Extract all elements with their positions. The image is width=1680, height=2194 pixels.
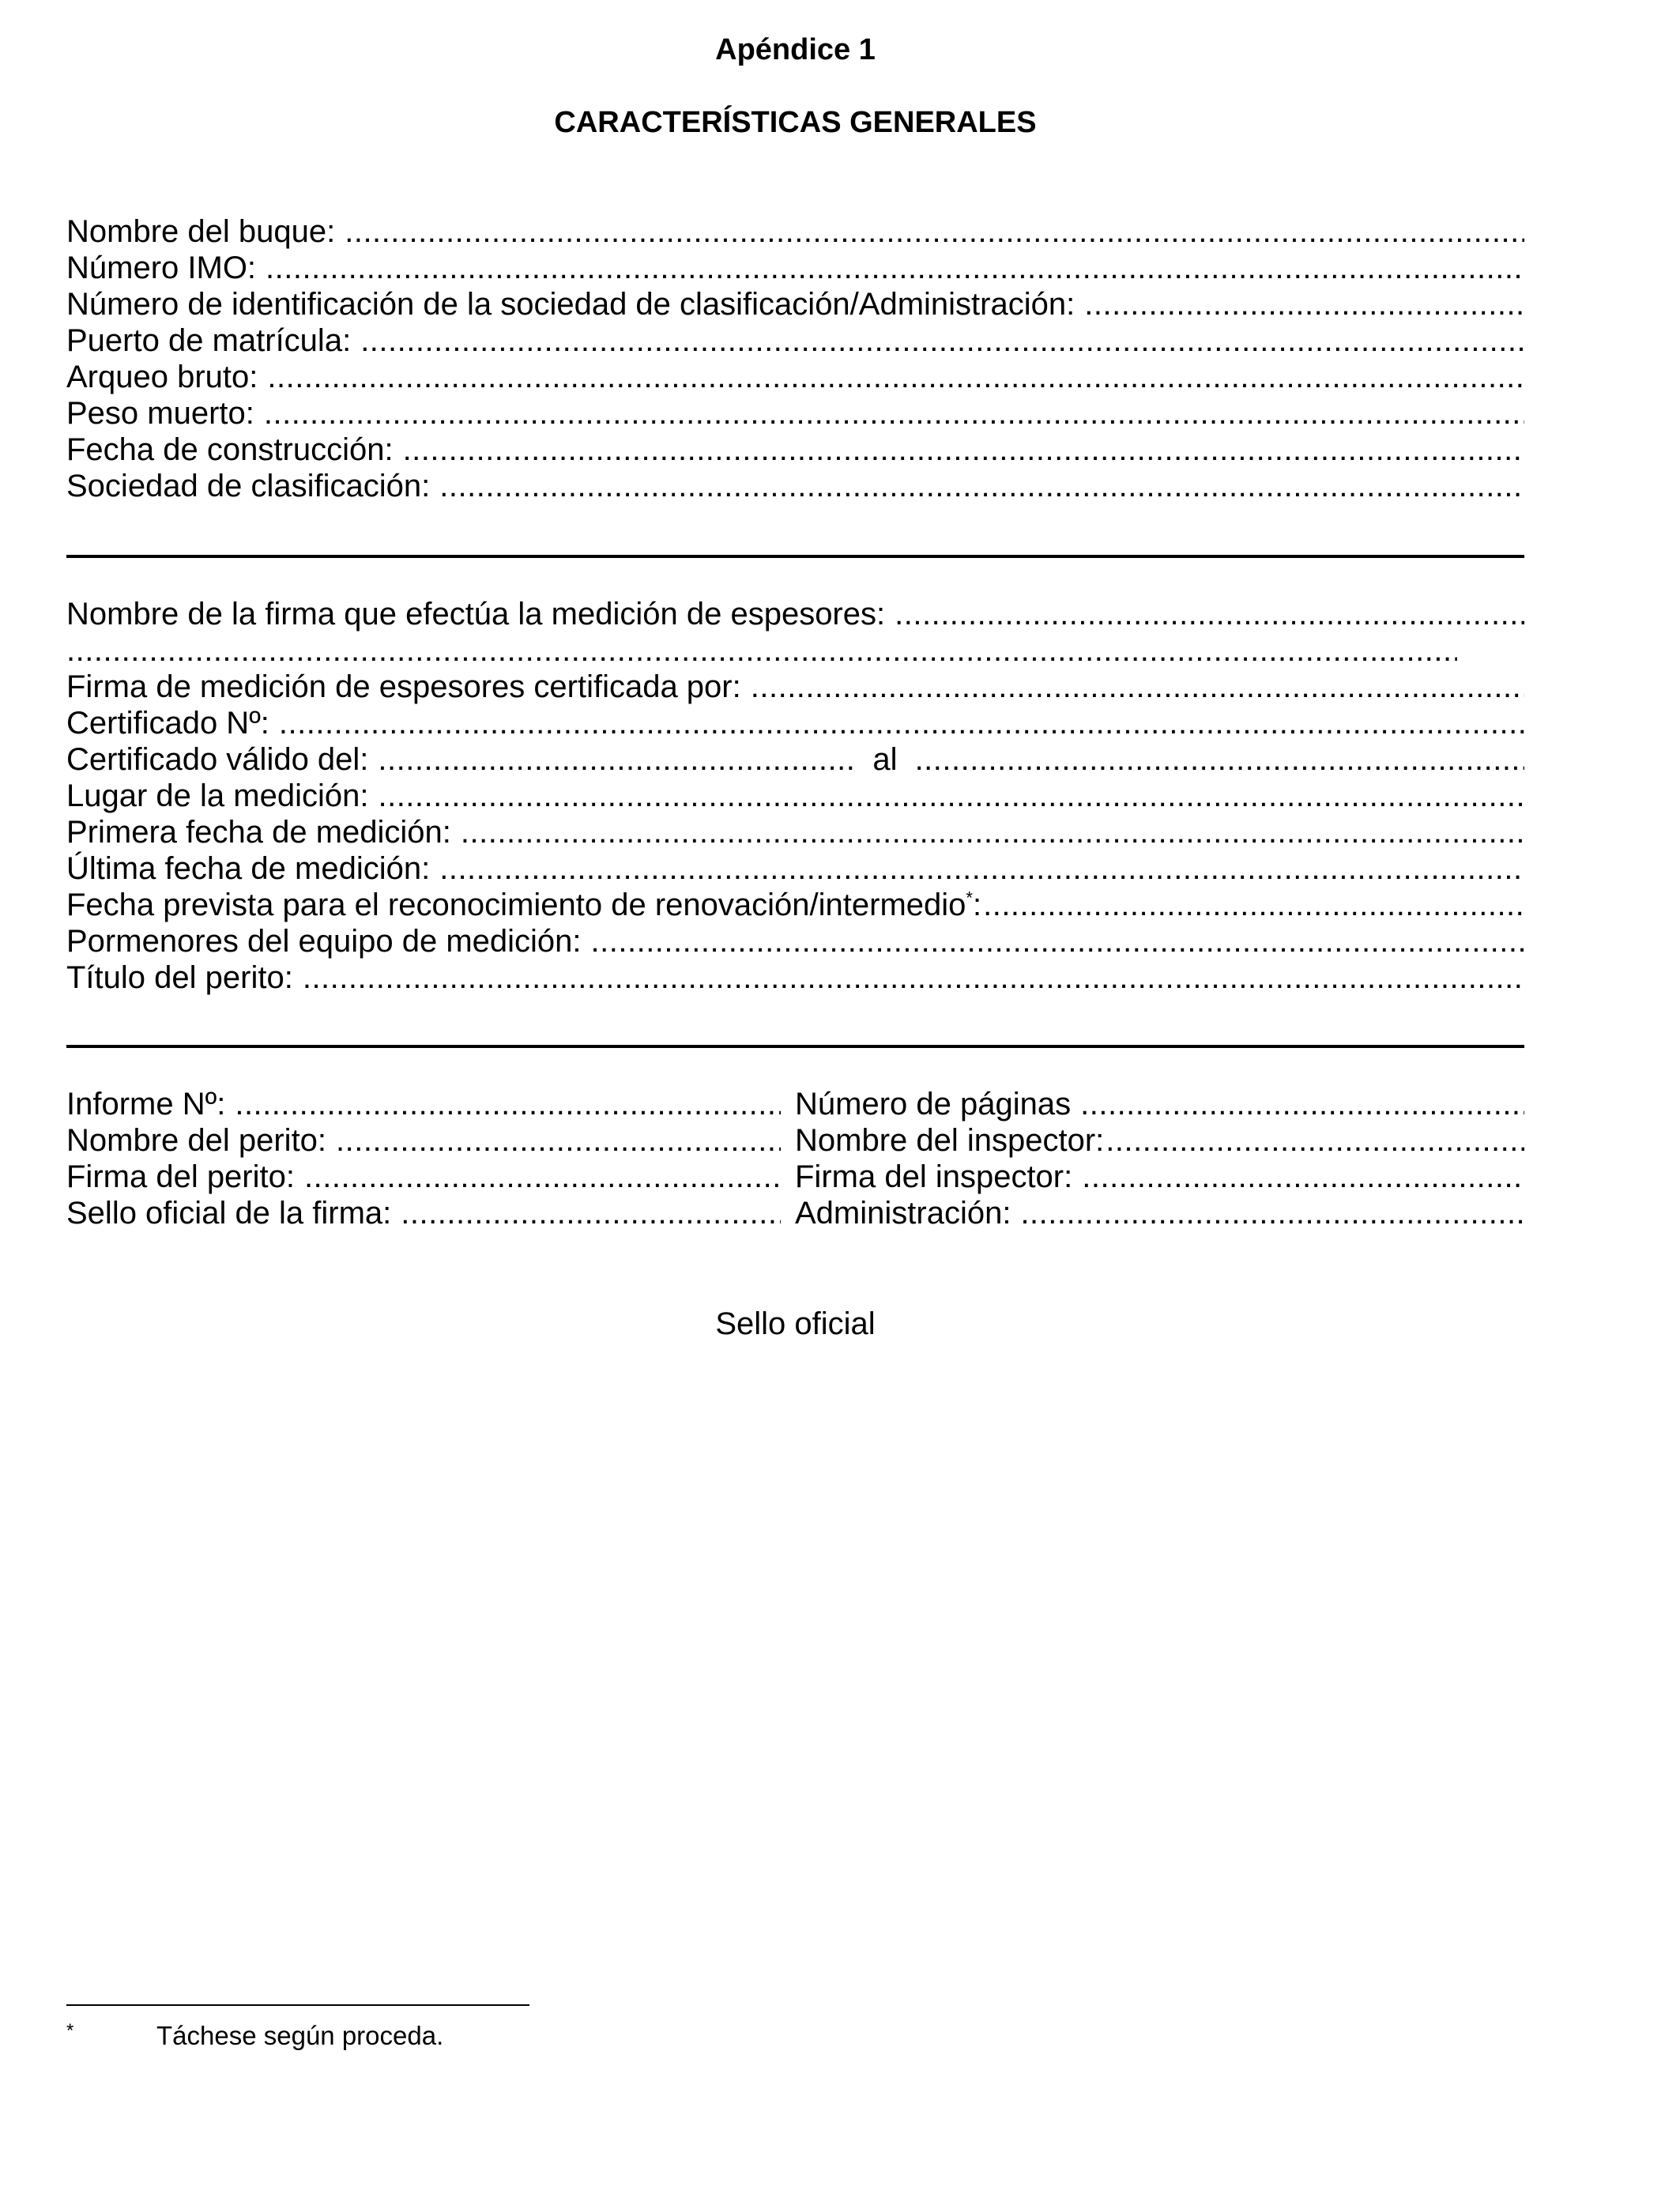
administration-label: Administración:: [795, 1196, 1011, 1231]
page-count-blank[interactable]: [1080, 1086, 1524, 1122]
certificate-number-blank[interactable]: [279, 705, 1524, 741]
footnote-reference-mark: *: [966, 888, 973, 908]
official-seal-caption: Sello oficial: [715, 1306, 876, 1341]
footnote-text: Táchese según proceda.: [156, 2021, 444, 2050]
inspector-signature-blank[interactable]: [1082, 1159, 1524, 1195]
firm-seal-field[interactable]: [66, 1195, 781, 1231]
certificate-valid-label: Certificado válido del:: [66, 742, 369, 777]
equipment-blank[interactable]: [591, 923, 1524, 959]
certificate-valid-to-label: al: [872, 742, 898, 777]
footnote-divider: [66, 2004, 529, 2006]
report-number-field[interactable]: [66, 1086, 781, 1122]
surveyor-signature-blank[interactable]: [304, 1159, 781, 1195]
inspector-signature-field[interactable]: [781, 1159, 1524, 1195]
footnote-mark: *: [66, 2020, 74, 2041]
section-divider: [66, 555, 1524, 558]
report-row: [66, 1086, 1524, 1122]
surveyor-name-blank[interactable]: [336, 1122, 781, 1159]
measurement-section: [66, 596, 1524, 996]
form-title: CARACTERÍSTICAS GENERALES: [554, 106, 1037, 139]
administration-field[interactable]: [781, 1195, 1524, 1231]
port-of-registry-label: Puerto de matrícula:: [66, 323, 352, 358]
imo-number-field[interactable]: [66, 250, 1524, 286]
firm-seal-label: Sello oficial de la firma:: [66, 1196, 392, 1231]
inspector-name-blank[interactable]: [1106, 1122, 1524, 1159]
survey-date-label-text: Fecha prevista para el reconocimiento de renovación/intermedio: [66, 888, 966, 922]
deadweight-blank[interactable]: [264, 395, 1524, 432]
report-row: [66, 1159, 1524, 1195]
build-date-blank[interactable]: [403, 432, 1524, 468]
port-of-registry-blank[interactable]: [360, 322, 1524, 359]
page-count-field[interactable]: [781, 1086, 1524, 1122]
survey-date-colon: :: [972, 888, 982, 922]
inspector-name-label: Nombre del inspector:: [795, 1123, 1105, 1158]
first-date-blank[interactable]: [461, 814, 1524, 850]
firm-name-continuation[interactable]: [66, 632, 1524, 669]
firm-name-blank[interactable]: [895, 596, 1524, 632]
ship-particulars-section: [66, 213, 1524, 504]
inspector-name-field[interactable]: [781, 1122, 1524, 1159]
first-date-field[interactable]: [66, 814, 1524, 850]
surveyor-signature-field[interactable]: [66, 1159, 781, 1195]
equipment-field[interactable]: [66, 923, 1524, 959]
class-society-field[interactable]: [66, 468, 1524, 504]
certificate-number-label: Certificado Nº:: [66, 706, 269, 741]
surveyor-name-field[interactable]: [66, 1122, 781, 1159]
class-id-label: Número de identificación de la sociedad de clasificación/Administración:: [66, 287, 1075, 322]
certificate-number-field[interactable]: [66, 705, 1524, 741]
report-number-blank[interactable]: [235, 1086, 781, 1122]
equipment-label: Pormenores del equipo de medición:: [66, 924, 582, 959]
class-id-blank[interactable]: [1084, 286, 1524, 322]
first-date-label: Primera fecha de medición:: [66, 815, 451, 850]
appendix-heading: Apéndice 1: [715, 33, 876, 66]
surveyor-signature-label: Firma del perito:: [66, 1159, 295, 1194]
certified-by-label: Firma de medición de espesores certificada por:: [66, 669, 741, 704]
measurement-place-label: Lugar de la medición:: [66, 778, 369, 813]
certificate-valid-from-blank[interactable]: [378, 741, 855, 778]
class-society-blank[interactable]: [439, 468, 1524, 504]
survey-date-label: [66, 887, 983, 923]
last-date-label: Última fecha de medición:: [66, 851, 431, 886]
deadweight-field[interactable]: [66, 395, 1524, 432]
surveyor-name-label: Nombre del perito:: [66, 1123, 327, 1158]
imo-number-label: Número IMO:: [66, 251, 257, 285]
survey-date-blank[interactable]: [983, 887, 1524, 923]
port-of-registry-field[interactable]: [66, 322, 1524, 359]
ship-name-blank[interactable]: [345, 213, 1524, 250]
firm-name-field[interactable]: [66, 596, 1524, 632]
report-row: [66, 1195, 1524, 1231]
administration-blank[interactable]: [1020, 1195, 1524, 1231]
report-section: [66, 1086, 1524, 1231]
imo-number-blank[interactable]: [266, 250, 1524, 286]
qualification-field[interactable]: [66, 959, 1524, 996]
class-society-label: Sociedad de clasificación:: [66, 469, 431, 503]
build-date-field[interactable]: [66, 432, 1524, 468]
inspector-signature-label: Firma del inspector:: [795, 1159, 1073, 1194]
last-date-blank[interactable]: [439, 850, 1524, 887]
certified-by-field[interactable]: [66, 669, 1524, 705]
ship-name-label: Nombre del buque:: [66, 214, 336, 249]
gross-tonnage-label: Arqueo bruto:: [66, 360, 258, 394]
report-row: [66, 1122, 1524, 1159]
certificate-valid-to-blank[interactable]: [915, 741, 1524, 778]
report-number-label: Informe Nº:: [66, 1087, 226, 1122]
survey-date-field[interactable]: [66, 887, 1524, 923]
measurement-place-field[interactable]: [66, 778, 1524, 814]
measurement-place-blank[interactable]: [378, 778, 1524, 814]
certified-by-blank[interactable]: [751, 669, 1524, 705]
qualification-blank[interactable]: [303, 959, 1524, 996]
firm-name-label: Nombre de la firma que efectúa la medición de espesores:: [66, 597, 886, 631]
qualification-label: Título del perito:: [66, 960, 293, 995]
section-divider: [66, 1045, 1524, 1048]
class-id-field[interactable]: [66, 286, 1524, 322]
last-date-field[interactable]: [66, 850, 1524, 887]
footnote: [66, 2020, 443, 2052]
firm-name-blank-2[interactable]: [66, 632, 1457, 669]
deadweight-label: Peso muerto:: [66, 396, 254, 431]
ship-name-field[interactable]: [66, 213, 1524, 250]
gross-tonnage-blank[interactable]: [267, 359, 1524, 395]
gross-tonnage-field[interactable]: [66, 359, 1524, 395]
build-date-label: Fecha de construcción:: [66, 432, 394, 467]
page-count-label: Número de páginas: [795, 1087, 1072, 1122]
firm-seal-blank[interactable]: [401, 1195, 781, 1231]
certificate-validity-field[interactable]: [66, 741, 1524, 778]
